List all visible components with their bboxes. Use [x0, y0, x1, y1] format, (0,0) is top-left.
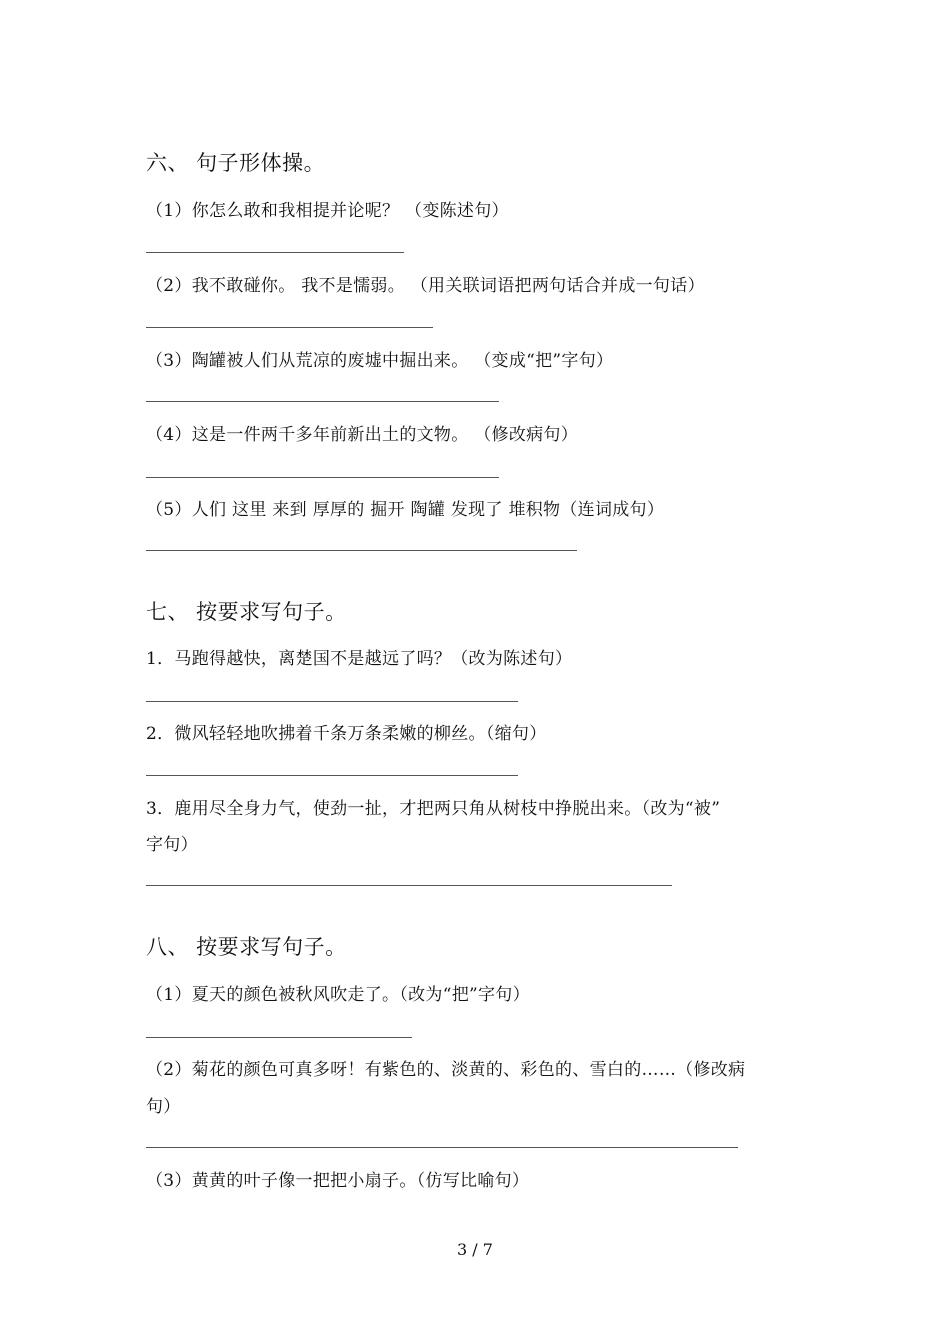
section-7-question-3: 3．鹿用尽全身力气，使劲一扯，才把两只角从树枝中挣脱出来。（改为“被” [146, 799, 721, 819]
answer-line [146, 550, 577, 551]
section-7-question-2: 2．微风轻轻地吹拂着千条万条柔嫩的柳丝。（缩句） [146, 724, 547, 744]
section-6-question-3: （3）陶罐被人们从荒凉的废墟中掘出来。 （变成“把”字句） [146, 351, 614, 371]
answer-line [146, 327, 433, 328]
answer-line [146, 885, 672, 886]
section-8-question-1: （1）夏天的颜色被秋风吹走了。（改为“把”字句） [146, 985, 530, 1005]
section-6-title: 六、 句子形体操。 [146, 151, 326, 175]
section-6-question-5: （5）人们 这里 来到 厚厚的 掘开 陶罐 发现了 堆积物（连词成句） [146, 500, 665, 520]
answer-line [146, 401, 499, 402]
answer-line [146, 477, 499, 478]
answer-line [146, 1147, 738, 1148]
section-8-question-2-cont: 句） [146, 1097, 181, 1117]
section-7-question-1: 1．马跑得越快，离楚国不是越远了吗？（改为陈述句） [146, 649, 573, 669]
answer-line [146, 775, 518, 776]
section-8-title: 八、 按要求写句子。 [146, 935, 347, 959]
answer-line [146, 252, 404, 253]
section-6-question-1: （1）你怎么敢和我相提并论呢？ （变陈述句） [146, 201, 509, 221]
section-6-question-4: （4）这是一件两千多年前新出土的文物。 （修改病句） [146, 425, 579, 445]
section-6-question-2: （2）我不敢碰你。 我不是懦弱。 （用关联词语把两句话合并成一句话） [146, 276, 705, 296]
answer-line [146, 1037, 412, 1038]
section-8-question-3: （3）黄黄的叶子像一把把小扇子。（仿写比喻句） [146, 1171, 530, 1191]
answer-line [146, 701, 518, 702]
section-7-title: 七、 按要求写句子。 [146, 600, 347, 624]
section-8-question-2: （2）菊花的颜色可真多呀！有紫色的、淡黄的、彩色的、雪白的……（修改病 [146, 1060, 746, 1080]
section-7-question-3-cont: 字句） [146, 835, 198, 855]
page-number: 3 / 7 [457, 1240, 493, 1259]
